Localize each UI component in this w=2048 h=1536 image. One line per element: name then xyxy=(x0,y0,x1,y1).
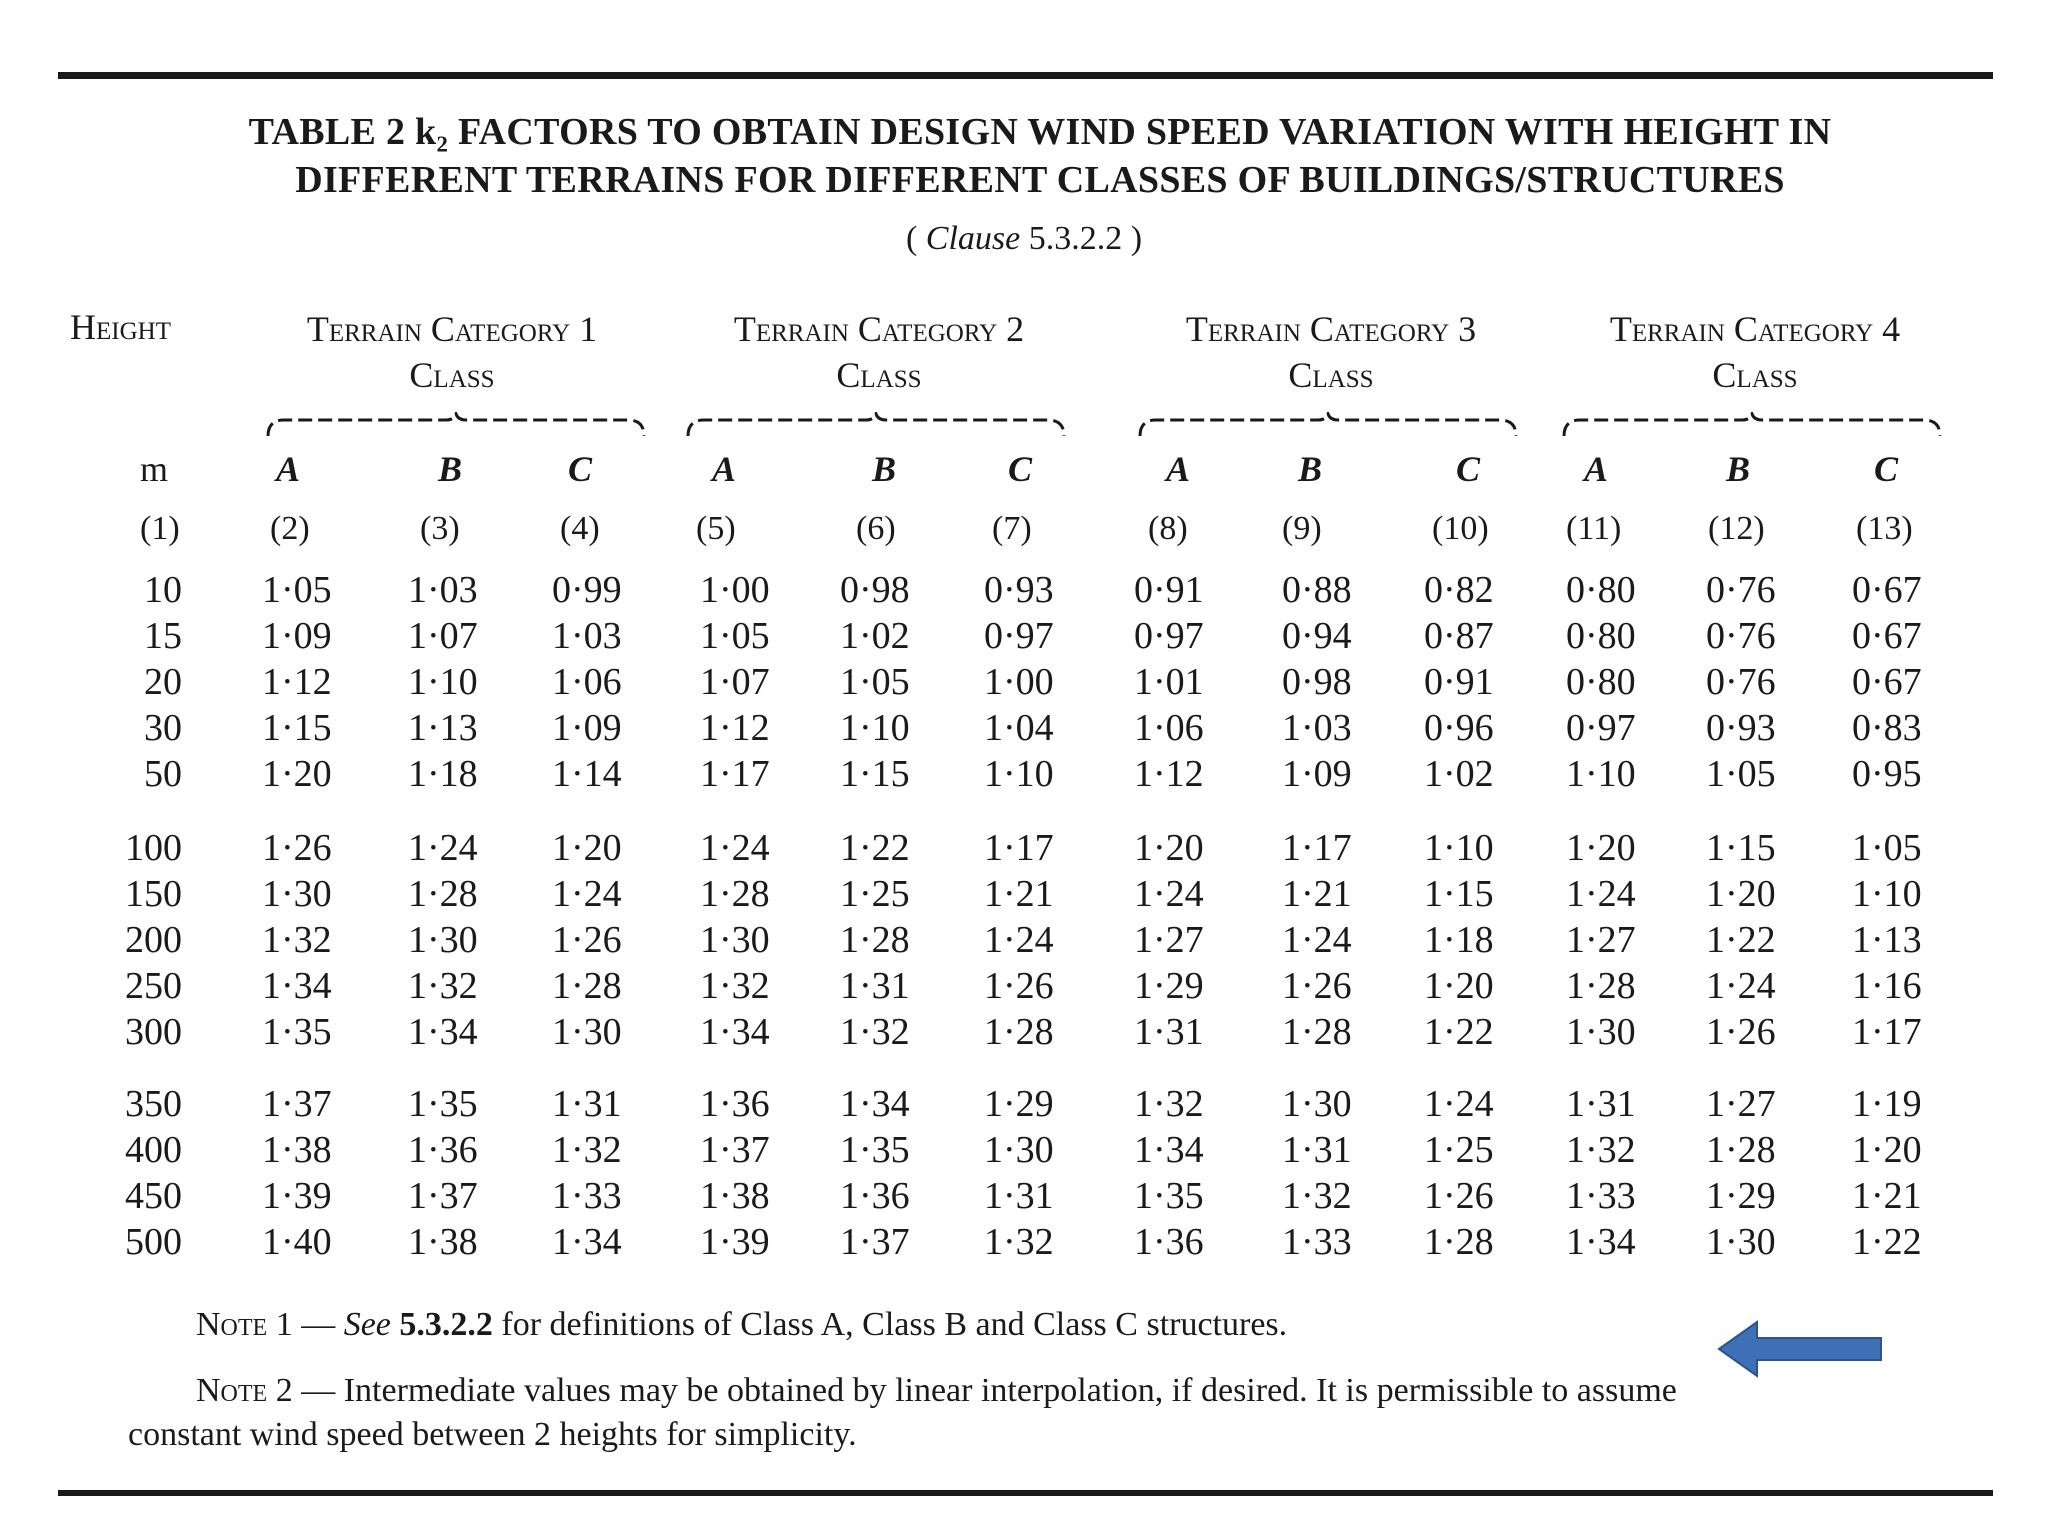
category-1-brace xyxy=(266,412,646,438)
k2-value-cell: 1·32 xyxy=(408,965,478,1007)
clause-reference xyxy=(0,220,2048,258)
category-3-brace xyxy=(1138,412,1518,438)
k2-value-cell: 1·31 xyxy=(1134,1011,1204,1053)
height-cell: 30 xyxy=(144,707,182,749)
k2-value-cell: 0·80 xyxy=(1566,661,1636,703)
column-number: (6) xyxy=(856,510,896,547)
k2-value-cell: 1·37 xyxy=(700,1129,770,1171)
k2-value-cell: 0·97 xyxy=(984,615,1054,657)
k2-value-cell: 1·27 xyxy=(1706,1083,1776,1125)
k2-value-cell: 1·28 xyxy=(840,919,910,961)
k2-value-cell: 1·36 xyxy=(840,1175,910,1217)
height-cell: 350 xyxy=(125,1083,182,1125)
height-cell: 100 xyxy=(125,827,182,869)
k2-value-cell: 1·29 xyxy=(984,1083,1054,1125)
category-4-class: Class xyxy=(1712,355,1798,395)
k2-value-cell: 1·12 xyxy=(1134,753,1204,795)
k2-value-cell: 0·88 xyxy=(1282,569,1352,611)
k2-value-cell: 1·32 xyxy=(1566,1129,1636,1171)
k2-value-cell: 1·22 xyxy=(1424,1011,1494,1053)
k2-value-cell: 1·05 xyxy=(1852,827,1922,869)
k2-value-cell: 1·20 xyxy=(1852,1129,1922,1171)
k2-value-cell: 1·03 xyxy=(408,569,478,611)
class-letter: B xyxy=(872,449,897,489)
k2-value-cell: 1·26 xyxy=(1706,1011,1776,1053)
k2-value-cell: 1·07 xyxy=(700,661,770,703)
column-number: (8) xyxy=(1148,510,1188,547)
class-letter: B xyxy=(1726,449,1751,489)
k2-value-cell: 0·94 xyxy=(1282,615,1352,657)
category-3-class: Class xyxy=(1288,355,1374,395)
k2-value-cell: 1·20 xyxy=(1566,827,1636,869)
height-cell: 50 xyxy=(144,753,182,795)
k2-value-cell: 1·22 xyxy=(840,827,910,869)
class-letter: A xyxy=(1584,449,1609,489)
table-row xyxy=(0,1010,2048,1056)
k2-value-cell: 1·17 xyxy=(984,827,1054,869)
k2-value-cell: 1·05 xyxy=(840,661,910,703)
k2-value-cell: 1·40 xyxy=(262,1221,332,1263)
class-letter: A xyxy=(712,449,737,489)
k2-value-cell: 1·31 xyxy=(1282,1129,1352,1171)
height-cell: 300 xyxy=(125,1011,182,1053)
k2-value-cell: 1·37 xyxy=(408,1175,478,1217)
category-2-header xyxy=(686,306,1072,398)
note-2-text-line-2: constant wind speed between 2 heights for simplicity. xyxy=(128,1416,857,1453)
k2-value-cell: 1·27 xyxy=(1566,919,1636,961)
table-row xyxy=(0,872,2048,918)
k2-value-cell: 1·12 xyxy=(700,707,770,749)
k2-value-cell: 1·39 xyxy=(700,1221,770,1263)
k2-value-cell: 1·36 xyxy=(700,1083,770,1125)
k2-value-cell: 1·09 xyxy=(552,707,622,749)
k2-value-cell: 1·30 xyxy=(1706,1221,1776,1263)
k2-value-cell: 1·30 xyxy=(1282,1083,1352,1125)
table-row xyxy=(0,964,2048,1010)
k2-value-cell: 1·24 xyxy=(408,827,478,869)
height-cell: 400 xyxy=(125,1129,182,1171)
k2-value-cell: 0·98 xyxy=(840,569,910,611)
k2-value-cell: 1·24 xyxy=(700,827,770,869)
k2-value-cell: 1·38 xyxy=(262,1129,332,1171)
k2-value-cell: 1·37 xyxy=(262,1083,332,1125)
k2-value-cell: 0·83 xyxy=(1852,707,1922,749)
category-1-name: Terrain Category 1 xyxy=(306,309,598,349)
k2-value-cell: 1·28 xyxy=(552,965,622,1007)
clause-number: 5.3.2.2 ) xyxy=(1020,220,1143,257)
height-cell: 10 xyxy=(144,569,182,611)
k2-value-cell: 1·09 xyxy=(262,615,332,657)
k2-value-cell: 0·67 xyxy=(1852,615,1922,657)
k2-value-cell: 1·15 xyxy=(262,707,332,749)
height-unit: m xyxy=(140,449,169,489)
category-4-name: Terrain Category 4 xyxy=(1609,309,1901,349)
k2-value-cell: 1·25 xyxy=(840,873,910,915)
k2-value-cell: 0·82 xyxy=(1424,569,1494,611)
k2-value-cell: 1·24 xyxy=(1566,873,1636,915)
k2-value-cell: 1·30 xyxy=(552,1011,622,1053)
table-row xyxy=(0,568,2048,614)
k2-value-cell: 1·22 xyxy=(1852,1221,1922,1263)
k2-value-cell: 1·30 xyxy=(984,1129,1054,1171)
k2-value-cell: 1·28 xyxy=(408,873,478,915)
k2-value-cell: 1·30 xyxy=(700,919,770,961)
k2-value-cell: 1·20 xyxy=(1134,827,1204,869)
k2-value-cell: 1·06 xyxy=(552,661,622,703)
note-1-text: for definitions of Class A, Class B and Class C structures. xyxy=(492,1306,1288,1343)
k2-value-cell: 1·31 xyxy=(1566,1083,1636,1125)
k2-value-cell: 1·29 xyxy=(1706,1175,1776,1217)
class-letter: C xyxy=(1008,449,1033,489)
k2-value-cell: 1·15 xyxy=(1706,827,1776,869)
k2-value-cell: 1·34 xyxy=(1134,1129,1204,1171)
table-row xyxy=(0,1082,2048,1128)
category-4-header xyxy=(1562,306,1948,398)
height-cell: 250 xyxy=(125,965,182,1007)
column-number: (13) xyxy=(1856,510,1913,547)
k2-value-cell: 0·97 xyxy=(1566,707,1636,749)
table-row xyxy=(0,918,2048,964)
k2-value-cell: 1·17 xyxy=(1282,827,1352,869)
k2-value-cell: 0·97 xyxy=(1134,615,1204,657)
top-rule xyxy=(58,72,1993,79)
k2-value-cell: 1·24 xyxy=(1706,965,1776,1007)
clause-prefix: ( xyxy=(905,220,926,257)
k2-value-cell: 1·35 xyxy=(1134,1175,1204,1217)
k2-value-cell: 1·21 xyxy=(984,873,1054,915)
k2-value-cell: 1·20 xyxy=(552,827,622,869)
k2-value-cell: 1·34 xyxy=(262,965,332,1007)
k2-value-cell: 1·10 xyxy=(1424,827,1494,869)
class-letter: A xyxy=(1166,449,1191,489)
k2-value-cell: 0·76 xyxy=(1706,569,1776,611)
column-number: (9) xyxy=(1282,510,1322,547)
k2-value-cell: 0·96 xyxy=(1424,707,1494,749)
k2-value-cell: 1·17 xyxy=(1852,1011,1922,1053)
k2-value-cell: 1·38 xyxy=(408,1221,478,1263)
k2-value-cell: 1·09 xyxy=(1282,753,1352,795)
table-title xyxy=(120,108,1960,204)
k2-value-cell: 1·22 xyxy=(1706,919,1776,961)
category-3-name: Terrain Category 3 xyxy=(1185,309,1477,349)
k2-value-cell: 1·34 xyxy=(408,1011,478,1053)
column-number: (12) xyxy=(1708,510,1765,547)
k2-value-cell: 1·10 xyxy=(408,661,478,703)
k2-value-cell: 1·32 xyxy=(552,1129,622,1171)
k2-value-cell: 1·10 xyxy=(984,753,1054,795)
column-number: (10) xyxy=(1432,510,1489,547)
k2-value-cell: 1·00 xyxy=(984,661,1054,703)
k2-value-cell: 1·04 xyxy=(984,707,1054,749)
k2-value-cell: 1·28 xyxy=(1706,1129,1776,1171)
k2-value-cell: 1·31 xyxy=(840,965,910,1007)
k2-value-cell: 1·30 xyxy=(1566,1011,1636,1053)
k2-value-cell: 1·05 xyxy=(1706,753,1776,795)
k2-value-cell: 1·24 xyxy=(1282,919,1352,961)
k2-value-cell: 1·32 xyxy=(1134,1083,1204,1125)
category-2-brace xyxy=(686,412,1066,438)
k2-value-cell: 0·93 xyxy=(1706,707,1776,749)
k2-value-cell: 1·33 xyxy=(1282,1221,1352,1263)
class-letter: C xyxy=(1874,449,1899,489)
k2-value-cell: 1·06 xyxy=(1134,707,1204,749)
k2-value-cell: 1·38 xyxy=(700,1175,770,1217)
k2-value-cell: 1·16 xyxy=(1852,965,1922,1007)
k2-value-cell: 1·30 xyxy=(262,873,332,915)
k2-value-cell: 1·35 xyxy=(408,1083,478,1125)
k2-value-cell: 1·25 xyxy=(1424,1129,1494,1171)
column-number: (11) xyxy=(1566,510,1622,547)
k2-value-cell: 1·20 xyxy=(1706,873,1776,915)
k2-value-cell: 1·00 xyxy=(700,569,770,611)
table-row xyxy=(0,826,2048,872)
k2-value-cell: 1·01 xyxy=(1134,661,1204,703)
k2-value-cell: 1·13 xyxy=(1852,919,1922,961)
k2-value-cell: 1·05 xyxy=(700,615,770,657)
k2-value-cell: 1·36 xyxy=(1134,1221,1204,1263)
column-number: (2) xyxy=(270,510,310,547)
k2-value-cell: 1·31 xyxy=(552,1083,622,1125)
note-2-label: Note 2 — xyxy=(196,1372,344,1409)
k2-value-cell: 1·28 xyxy=(1424,1221,1494,1263)
column-number: (5) xyxy=(696,510,736,547)
k2-value-cell: 1·24 xyxy=(984,919,1054,961)
note-1-see: See xyxy=(343,1306,391,1343)
title-line-1: TABLE 2 k₂ FACTORS TO OBTAIN DESIGN WIND SPEED VARIATION WITH HEIGHT IN xyxy=(248,111,1832,153)
height-cell: 20 xyxy=(144,661,182,703)
k2-value-cell: 1·35 xyxy=(840,1129,910,1171)
k2-value-cell: 1·31 xyxy=(984,1175,1054,1217)
height-header: Height xyxy=(70,307,171,347)
k2-value-cell: 1·24 xyxy=(1134,873,1204,915)
k2-value-cell: 1·26 xyxy=(984,965,1054,1007)
table-row xyxy=(0,614,2048,660)
k2-value-cell: 1·18 xyxy=(1424,919,1494,961)
title-line-2: DIFFERENT TERRAINS FOR DIFFERENT CLASSES OF BUILDINGS/STRUCTURES xyxy=(295,159,1785,201)
k2-value-cell: 1·26 xyxy=(552,919,622,961)
k2-value-cell: 0·80 xyxy=(1566,615,1636,657)
k2-value-cell: 1·27 xyxy=(1134,919,1204,961)
k2-value-cell: 1·10 xyxy=(1852,873,1922,915)
column-number: (3) xyxy=(420,510,460,547)
class-letter: A xyxy=(276,449,301,489)
k2-value-cell: 1·17 xyxy=(700,753,770,795)
height-cell: 450 xyxy=(125,1175,182,1217)
k2-value-cell: 1·24 xyxy=(1424,1083,1494,1125)
category-4-brace xyxy=(1562,412,1942,438)
k2-value-cell: 1·03 xyxy=(1282,707,1352,749)
category-2-class: Class xyxy=(836,355,922,395)
k2-value-cell: 0·95 xyxy=(1852,753,1922,795)
table-row xyxy=(0,1128,2048,1174)
k2-value-cell: 1·14 xyxy=(552,753,622,795)
k2-value-cell: 1·18 xyxy=(408,753,478,795)
k2-value-cell: 1·33 xyxy=(552,1175,622,1217)
note-1-label: Note 1 — xyxy=(196,1306,344,1343)
k2-value-cell: 1·32 xyxy=(984,1221,1054,1263)
k2-value-cell: 1·29 xyxy=(1134,965,1204,1007)
k2-value-cell: 1·05 xyxy=(262,569,332,611)
table-row xyxy=(0,706,2048,752)
k2-value-cell: 1·07 xyxy=(408,615,478,657)
k2-value-cell: 1·28 xyxy=(1566,965,1636,1007)
bottom-rule xyxy=(58,1490,1993,1496)
class-letter: C xyxy=(1456,449,1481,489)
k2-value-cell: 1·26 xyxy=(1424,1175,1494,1217)
k2-value-cell: 1·13 xyxy=(408,707,478,749)
k2-value-cell: 0·67 xyxy=(1852,661,1922,703)
table-row xyxy=(0,752,2048,798)
k2-value-cell: 0·99 xyxy=(552,569,622,611)
k2-value-cell: 1·12 xyxy=(262,661,332,703)
class-letter: B xyxy=(438,449,463,489)
k2-value-cell: 1·20 xyxy=(1424,965,1494,1007)
k2-value-cell: 1·28 xyxy=(984,1011,1054,1053)
k2-value-cell: 1·34 xyxy=(1566,1221,1636,1263)
k2-value-cell: 1·35 xyxy=(262,1011,332,1053)
k2-value-cell: 1·34 xyxy=(700,1011,770,1053)
table-row xyxy=(0,1220,2048,1266)
k2-value-cell: 1·34 xyxy=(552,1221,622,1263)
k2-value-cell: 0·91 xyxy=(1134,569,1204,611)
k2-value-cell: 0·91 xyxy=(1424,661,1494,703)
height-cell: 200 xyxy=(125,919,182,961)
k2-value-cell: 1·24 xyxy=(552,873,622,915)
k2-value-cell: 1·34 xyxy=(840,1083,910,1125)
left-arrow-icon xyxy=(1715,1318,1885,1385)
k2-value-cell: 0·67 xyxy=(1852,569,1922,611)
k2-value-cell: 1·32 xyxy=(1282,1175,1352,1217)
k2-value-cell: 1·20 xyxy=(262,753,332,795)
k2-value-cell: 1·02 xyxy=(840,615,910,657)
table-row xyxy=(0,1174,2048,1220)
class-letter: C xyxy=(568,449,593,489)
k2-value-cell: 0·93 xyxy=(984,569,1054,611)
k2-value-cell: 1·33 xyxy=(1566,1175,1636,1217)
note-1-ref: 5.3.2.2 xyxy=(390,1306,493,1343)
category-2-name: Terrain Category 2 xyxy=(733,309,1025,349)
k2-value-cell: 1·37 xyxy=(840,1221,910,1263)
k2-value-cell: 1·03 xyxy=(552,615,622,657)
note-2-continued xyxy=(128,1412,1928,1458)
k2-value-cell: 0·76 xyxy=(1706,661,1776,703)
k2-value-cell: 0·98 xyxy=(1282,661,1352,703)
k2-value-cell: 1·19 xyxy=(1852,1083,1922,1125)
k2-value-cell: 0·76 xyxy=(1706,615,1776,657)
column-number: (7) xyxy=(992,510,1032,547)
column-number: (4) xyxy=(560,510,600,547)
class-letter: B xyxy=(1298,449,1323,489)
k2-value-cell: 0·87 xyxy=(1424,615,1494,657)
k2-value-cell: 1·30 xyxy=(408,919,478,961)
height-cell: 500 xyxy=(125,1221,182,1263)
category-1-header xyxy=(262,306,642,398)
height-cell: 150 xyxy=(125,873,182,915)
category-1-class: Class xyxy=(409,355,495,395)
k2-value-cell: 1·32 xyxy=(840,1011,910,1053)
k2-value-cell: 1·28 xyxy=(1282,1011,1352,1053)
table-row xyxy=(0,660,2048,706)
k2-value-cell: 1·26 xyxy=(262,827,332,869)
k2-value-cell: 1·28 xyxy=(700,873,770,915)
k2-value-cell: 1·21 xyxy=(1852,1175,1922,1217)
k2-value-cell: 1·32 xyxy=(262,919,332,961)
k2-value-cell: 1·39 xyxy=(262,1175,332,1217)
k2-value-cell: 1·26 xyxy=(1282,965,1352,1007)
k2-value-cell: 1·02 xyxy=(1424,753,1494,795)
note-1 xyxy=(196,1302,1896,1348)
k2-value-cell: 1·10 xyxy=(840,707,910,749)
k2-value-cell: 1·32 xyxy=(700,965,770,1007)
category-3-header xyxy=(1138,306,1524,398)
k2-value-cell: 1·15 xyxy=(840,753,910,795)
k2-value-cell: 1·21 xyxy=(1282,873,1352,915)
height-cell: 15 xyxy=(144,615,182,657)
column-number: (1) xyxy=(140,510,180,547)
clause-word: Clause xyxy=(925,220,1021,257)
k2-value-cell: 0·80 xyxy=(1566,569,1636,611)
k2-value-cell: 1·36 xyxy=(408,1129,478,1171)
note-2-text-line-1: Intermediate values may be obtained by linear interpolation, if desired. It is permissible to assume xyxy=(343,1372,1677,1409)
k2-value-cell: 1·15 xyxy=(1424,873,1494,915)
k2-value-cell: 1·10 xyxy=(1566,753,1636,795)
